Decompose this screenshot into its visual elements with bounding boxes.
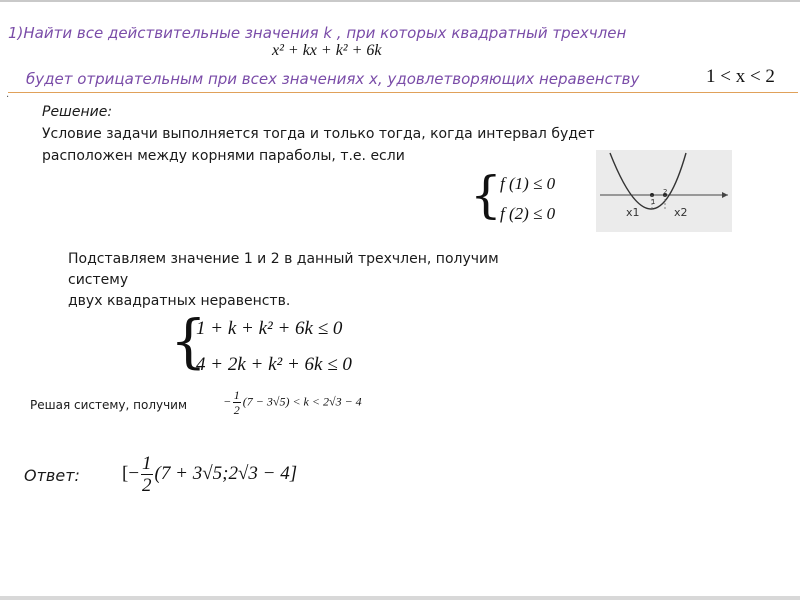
solution-line-2: расположен между корнями параболы, т.е. если bbox=[42, 148, 405, 164]
inequality-1: 1 + k + k² + 6k ≤ 0 bbox=[196, 318, 343, 339]
answer-rest: (7 + 3√5;2√3 − 4] bbox=[154, 462, 298, 484]
condition-f2: f (2) ≤ 0 bbox=[500, 204, 556, 223]
graph-label-1: 1 bbox=[651, 198, 656, 206]
parabola-curve bbox=[610, 153, 686, 209]
problem-title: 1)Найти все действительные значения k , при которых квадратный трехчлен bbox=[8, 24, 627, 42]
solving-text: Решая систему, получим bbox=[30, 398, 188, 412]
answer-frac-den: 2 bbox=[142, 475, 152, 496]
inequality-2: 4 + 2k + k² + 6k ≤ 0 bbox=[196, 354, 352, 375]
answer-formula bbox=[122, 454, 297, 495]
solution-line-1: Условие задачи выполняется тогда и только тогда, когда интервал будет bbox=[42, 126, 595, 142]
system-brace-2: { bbox=[170, 307, 207, 375]
inequality-formula: 1 < x < 2 bbox=[706, 66, 775, 87]
system-brace-1: { bbox=[470, 166, 502, 224]
answer-open: [− bbox=[122, 462, 140, 484]
result-frac-num: 1 bbox=[233, 388, 240, 402]
answer-frac-num: 1 bbox=[142, 453, 152, 474]
divider-rule bbox=[8, 92, 798, 93]
bullet-dot: · bbox=[6, 92, 10, 103]
top-border bbox=[0, 0, 800, 2]
condition-f1: f (1) ≤ 0 bbox=[500, 174, 556, 193]
result-minus: − bbox=[224, 394, 231, 409]
substitute-line-3: двух квадратных неравенств. bbox=[68, 293, 291, 309]
answer-fraction bbox=[141, 454, 153, 495]
x-axis-arrow bbox=[722, 192, 728, 198]
result-fraction bbox=[233, 389, 241, 416]
problem-condition: будет отрицательным при всех значениях x, удовлетворяющих неравенству bbox=[26, 70, 640, 88]
graph-label-2: 2 bbox=[663, 188, 668, 196]
substitute-line-1: Подставляем значение 1 и 2 в данный трехчлен, получим bbox=[68, 251, 499, 267]
answer-label: Ответ: bbox=[24, 466, 80, 485]
graph-label-x2: x2 bbox=[674, 206, 688, 219]
solving-result bbox=[224, 389, 362, 416]
solution-label: Решение: bbox=[42, 104, 113, 120]
result-rest: (7 − 3√5) < k < 2√3 − 4 bbox=[242, 394, 362, 409]
substitute-line-2: систему bbox=[68, 272, 129, 288]
bottom-border bbox=[0, 596, 800, 600]
result-frac-den: 2 bbox=[233, 403, 240, 417]
graph-label-x1: x1 bbox=[626, 206, 640, 219]
trinomial-formula: x² + kx + k² + 6k bbox=[272, 42, 382, 59]
parabola-graph bbox=[596, 150, 732, 232]
